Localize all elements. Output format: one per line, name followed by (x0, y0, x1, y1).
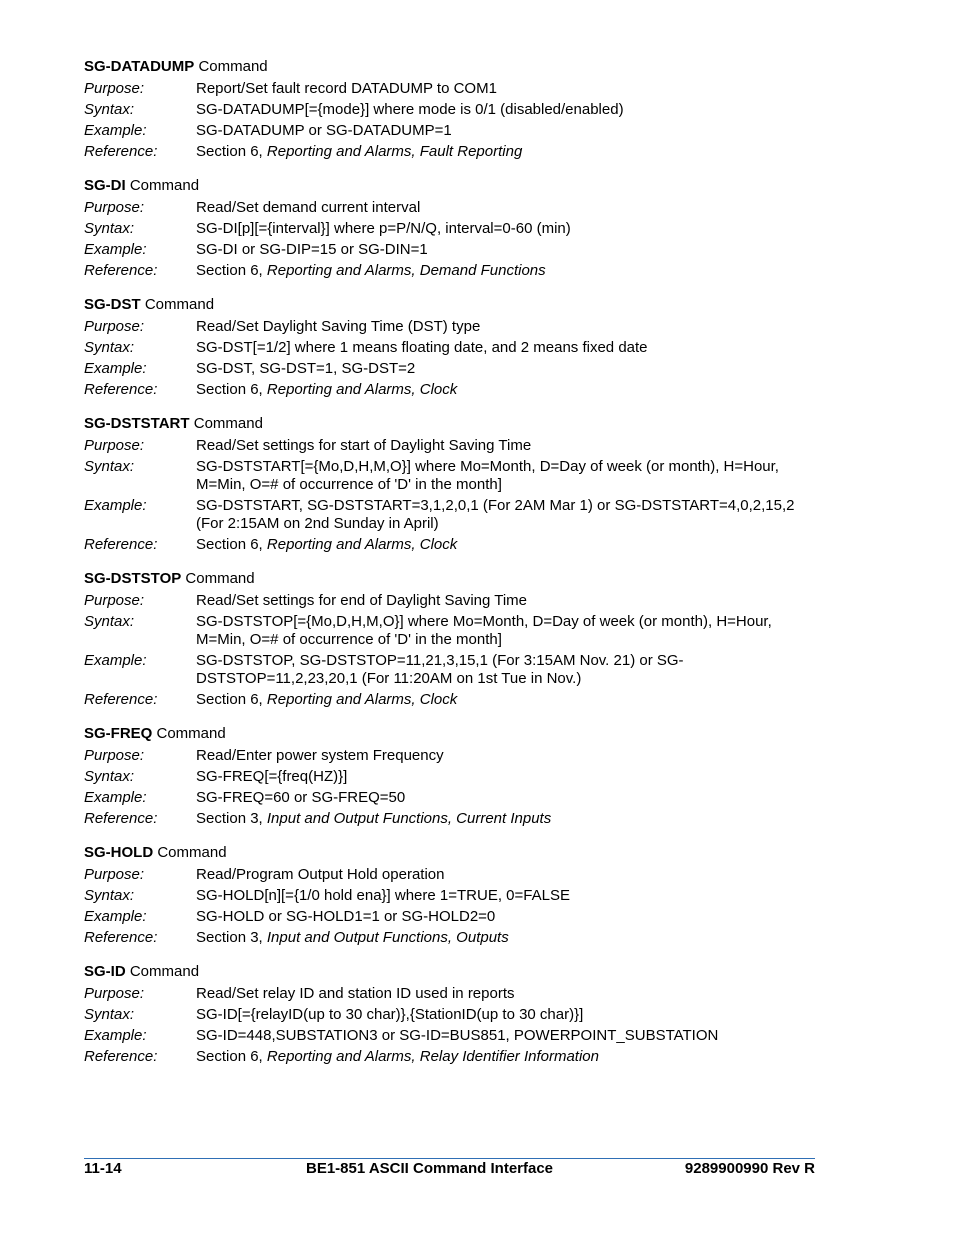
field-value (196, 262, 824, 280)
field-text: Section 6, (196, 143, 267, 160)
field-value (196, 613, 824, 649)
field-text: Read/Set settings for end of Daylight Saving Time (196, 592, 528, 609)
field-text: SG-ID[={relayID(up to 30 char)},{StationID(up to 30 char)}] (196, 1006, 584, 1023)
field-label: Syntax: (84, 220, 135, 237)
command-block (84, 842, 824, 947)
field-value (196, 908, 824, 926)
field-label: Example: (84, 241, 147, 258)
field-text: SG-DSTSTOP, SG-DSTSTOP=11,21,3,15,1 (For 3:15AM Nov. 21) or SG-DSTSTOP=11,2,23,20,1 (For 11:20AM on 1st Tue in Nov.) (196, 652, 684, 687)
purpose-row (84, 985, 824, 1003)
field-value (196, 929, 824, 947)
reference-row (84, 143, 824, 161)
field-label: Purpose: (84, 199, 145, 216)
field-text: Read/Set demand current interval (196, 199, 421, 216)
reference-row (84, 381, 824, 399)
field-label: Reference: (84, 691, 158, 708)
field-text: SG-ID=448,SUBSTATION3 or SG-ID=BUS851, POWERPOINT_SUBSTATION (196, 1027, 719, 1044)
field-value (196, 866, 824, 884)
field-label: Example: (84, 122, 147, 139)
field-label: Reference: (84, 929, 158, 946)
field-label: Purpose: (84, 318, 145, 335)
command-block (84, 413, 824, 554)
field-text: SG-HOLD or SG-HOLD1=1 or SG-HOLD2=0 (196, 908, 496, 925)
example-row (84, 241, 824, 259)
example-row (84, 1027, 824, 1045)
field-value (196, 985, 824, 1003)
reference-row (84, 536, 824, 554)
command-title (84, 56, 824, 77)
syntax-row (84, 887, 824, 905)
command-title (84, 413, 824, 434)
field-text: SG-FREQ[={freq(HZ)}] (196, 768, 348, 785)
field-label: Syntax: (84, 768, 135, 785)
command-title (84, 961, 824, 982)
command-list (84, 56, 824, 1080)
page-number: 11-14 (84, 1160, 122, 1177)
field-label: Reference: (84, 143, 158, 160)
field-reference-title: Input and Output Functions, Outputs (266, 929, 509, 946)
field-value (196, 360, 824, 378)
syntax-row (84, 101, 824, 119)
field-text: SG-FREQ=60 or SG-FREQ=50 (196, 789, 406, 806)
footer-rule (84, 1158, 815, 1159)
field-text: SG-DATADUMP or SG-DATADUMP=1 (196, 122, 452, 139)
field-value (196, 592, 824, 610)
command-suffix: Command (152, 725, 226, 742)
purpose-row (84, 866, 824, 884)
reference-row (84, 1048, 824, 1066)
command-suffix: Command (125, 963, 200, 980)
field-text: SG-DST[=1/2] where 1 means floating date, and 2 means fixed date (196, 339, 648, 356)
reference-row (84, 929, 824, 947)
syntax-row (84, 458, 824, 494)
command-suffix: Command (140, 296, 215, 313)
field-text: Read/Set relay ID and station ID used in reports (196, 985, 515, 1002)
field-label: Example: (84, 1027, 147, 1044)
command-block (84, 56, 824, 161)
field-label: Reference: (84, 536, 158, 553)
field-text: Read/Set settings for start of Daylight Saving Time (196, 437, 532, 454)
field-value (196, 437, 824, 455)
command-name: SG-FREQ (84, 725, 153, 742)
field-value (196, 80, 824, 98)
field-text: SG-DST, SG-DST=1, SG-DST=2 (196, 360, 416, 377)
command-block (84, 294, 824, 399)
field-reference-title: Reporting and Alarms, Clock (266, 691, 458, 708)
field-value (196, 1027, 824, 1045)
field-text: Section 6, (196, 691, 267, 708)
field-text: SG-DSTSTART, SG-DSTSTART=3,1,2,0,1 (For 2AM Mar 1) or SG-DSTSTART=4,0,2,15,2 (For 2:15AM on 2nd Sunday in April) (196, 497, 795, 532)
field-text: Section 6, (196, 262, 267, 279)
field-value (196, 241, 824, 259)
field-reference-title: Reporting and Alarms, Demand Functions (266, 262, 546, 279)
field-value (196, 339, 824, 357)
syntax-row (84, 1006, 824, 1024)
field-text: Section 6, (196, 536, 267, 553)
field-text: SG-DSTSTOP[={Mo,D,H,M,O}] where Mo=Month, D=Day of week (or month), H=Hour, M=Min, O=# of occurrence of 'D' in the month] (196, 613, 772, 648)
field-reference-title: Reporting and Alarms, Clock (266, 381, 458, 398)
purpose-row (84, 437, 824, 455)
example-row (84, 789, 824, 807)
field-value (196, 747, 824, 765)
command-block (84, 568, 824, 709)
field-text: SG-DATADUMP[={mode}] where mode is 0/1 (disabled/enabled) (196, 101, 624, 118)
field-text: Section 3, (196, 810, 267, 827)
field-reference-title: Input and Output Functions, Current Inputs (266, 810, 552, 827)
field-label: Reference: (84, 262, 158, 279)
field-text: Section 6, (196, 381, 267, 398)
example-row (84, 122, 824, 140)
command-name: SG-DST (84, 296, 141, 313)
field-value (196, 1006, 824, 1024)
purpose-row (84, 747, 824, 765)
field-value (196, 458, 824, 494)
command-suffix: Command (194, 58, 268, 75)
command-name: SG-DI (84, 177, 126, 194)
example-row (84, 652, 824, 688)
field-reference-title: Reporting and Alarms, Clock (266, 536, 458, 553)
field-value (196, 768, 824, 786)
syntax-row (84, 339, 824, 357)
page-footer (84, 1160, 815, 1180)
field-text: SG-DI[p][={interval}] where p=P/N/Q, interval=0-60 (min) (196, 220, 571, 237)
field-label: Reference: (84, 1048, 158, 1065)
field-label: Reference: (84, 381, 158, 398)
field-label: Example: (84, 789, 147, 806)
command-block (84, 723, 824, 828)
command-name: SG-DSTSTART (84, 415, 190, 432)
field-label: Example: (84, 497, 147, 514)
field-value (196, 1048, 824, 1066)
purpose-row (84, 592, 824, 610)
purpose-row (84, 318, 824, 336)
purpose-row (84, 199, 824, 217)
field-label: Syntax: (84, 1006, 135, 1023)
field-value (196, 887, 824, 905)
field-label: Purpose: (84, 985, 145, 1002)
field-text: Read/Enter power system Frequency (196, 747, 444, 764)
command-block (84, 961, 824, 1066)
command-name: SG-DATADUMP (84, 58, 195, 75)
field-label: Purpose: (84, 437, 145, 454)
field-label: Example: (84, 360, 147, 377)
field-value (196, 101, 824, 119)
field-text: Section 6, (196, 1048, 267, 1065)
field-reference-title: Reporting and Alarms, Fault Reporting (266, 143, 523, 160)
example-row (84, 360, 824, 378)
command-suffix: Command (181, 570, 255, 587)
reference-row (84, 691, 824, 709)
syntax-row (84, 613, 824, 649)
field-label: Example: (84, 908, 147, 925)
field-value (196, 381, 824, 399)
field-value (196, 536, 824, 554)
command-title (84, 568, 824, 589)
command-title (84, 175, 824, 196)
reference-row (84, 262, 824, 280)
command-suffix: Command (153, 844, 227, 861)
field-text: Read/Program Output Hold operation (196, 866, 445, 883)
example-row (84, 908, 824, 926)
example-row (84, 497, 824, 533)
field-value (196, 122, 824, 140)
field-label: Syntax: (84, 887, 135, 904)
field-value (196, 810, 824, 828)
command-name: SG-DSTSTOP (84, 570, 182, 587)
reference-row (84, 810, 824, 828)
purpose-row (84, 80, 824, 98)
field-value (196, 199, 824, 217)
field-value (196, 220, 824, 238)
document-title: BE1-851 ASCII Command Interface (306, 1160, 554, 1177)
field-text: Section 3, (196, 929, 267, 946)
field-text: SG-DI or SG-DIP=15 or SG-DIN=1 (196, 241, 428, 258)
command-suffix: Command (125, 177, 200, 194)
command-name: SG-ID (84, 963, 126, 980)
field-label: Syntax: (84, 339, 135, 356)
syntax-row (84, 768, 824, 786)
field-value (196, 652, 824, 688)
field-text: SG-HOLD[n][={1/0 hold ena}] where 1=TRUE, 0=FALSE (196, 887, 570, 904)
field-text: Report/Set fault record DATADUMP to COM1 (196, 80, 497, 97)
field-label: Syntax: (84, 101, 135, 118)
field-label: Purpose: (84, 866, 145, 883)
field-value (196, 497, 824, 533)
command-title (84, 842, 824, 863)
field-value (196, 143, 824, 161)
field-label: Example: (84, 652, 147, 669)
command-title (84, 723, 824, 744)
field-reference-title: Reporting and Alarms, Relay Identifier Information (266, 1048, 599, 1065)
field-text: Read/Set Daylight Saving Time (DST) type (196, 318, 481, 335)
field-label: Syntax: (84, 613, 135, 630)
field-label: Purpose: (84, 592, 145, 609)
command-suffix: Command (189, 415, 263, 432)
field-label: Purpose: (84, 80, 145, 97)
command-block (84, 175, 824, 280)
field-value (196, 318, 824, 336)
document-number: 9289900990 Rev R (684, 1160, 815, 1177)
field-label: Purpose: (84, 747, 145, 764)
field-value (196, 789, 824, 807)
field-value (196, 691, 824, 709)
field-label: Reference: (84, 810, 158, 827)
command-name: SG-HOLD (84, 844, 154, 861)
command-title (84, 294, 824, 315)
field-label: Syntax: (84, 458, 135, 475)
syntax-row (84, 220, 824, 238)
field-text: SG-DSTSTART[={Mo,D,H,M,O}] where Mo=Month, D=Day of week (or month), H=Hour, M=Min, O=# of occurrence of 'D' in the month] (196, 458, 779, 493)
